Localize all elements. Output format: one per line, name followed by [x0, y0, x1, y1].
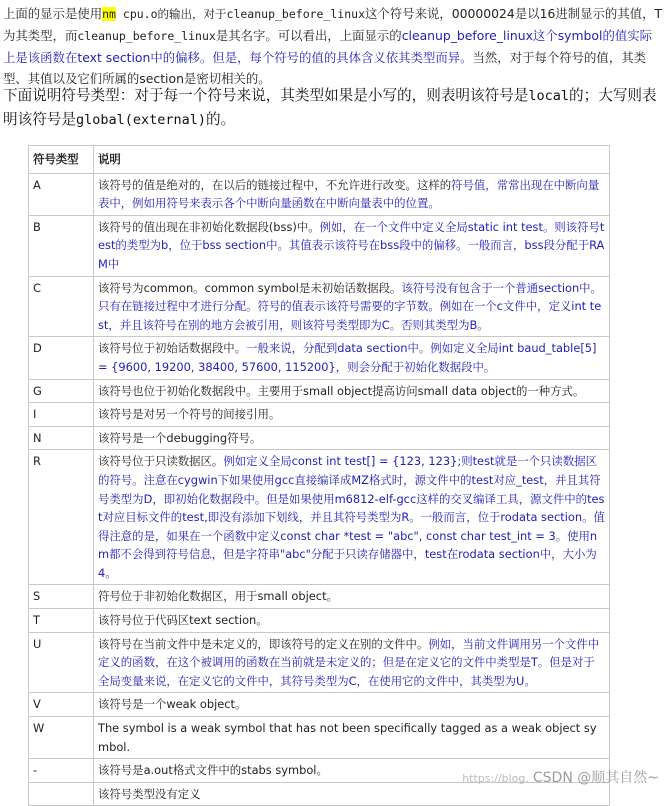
header-description: 说明 — [94, 146, 610, 174]
description-blue-text: 符号值，常常出现在中断向量表中，例如用符号来表示各个中断向量函数在中断向量表中的位置。 — [98, 177, 600, 211]
table-row — [29, 585, 610, 609]
description-text: 该符号是一个debugging符号。 — [98, 430, 262, 445]
description-blue-text: 该符号没有包含于一个普通section中。只有在链接过程中才进行分配。符号的值表示该符号需要的字节数。例如在一个c文件中，定义int test，并且该符号在别的地方会被引用，则该符号类型即为C。否则其类型为B。 — [98, 280, 602, 332]
table-row — [29, 693, 610, 717]
description-blue-text: 一般来说，分配到data section中。例如定义全局int baud_table[5] = {9600, 19200, 38400, 57600, 115200}，则会分配于初始化数据段中。 — [98, 341, 597, 374]
table-row — [29, 379, 610, 403]
table-row — [29, 337, 610, 379]
description-text: 该符号是对另一个符号的间接引用。 — [98, 407, 281, 422]
description-text: 该符号位于代码区text section。 — [98, 613, 268, 628]
intro-text: 当然，对于每个符号的值，其类型、其值以及它们所属的section是密切相关的。 — [3, 50, 646, 86]
table-row — [29, 450, 610, 585]
symbol-name: cleanup_before_linux — [226, 7, 366, 21]
intro-blue-text: cleanup_before_linux这个symbol的值实际上是该函数在text section中的偏移。但是，每个符号的值的具体含义依其类型而异。 — [3, 28, 653, 65]
description-cell — [94, 403, 610, 427]
symbol-type-cell: G — [29, 379, 94, 403]
description-cell — [94, 276, 610, 337]
header-symbol-type: 符号类型 — [29, 146, 94, 174]
description-text: 该符号类型没有定义 — [98, 786, 201, 801]
intro-text: 上面的显示是使用 — [3, 6, 103, 21]
description-text: 该符号在当前文件中是未定义的，即该符号的定义在别的文件中。 — [98, 636, 429, 651]
table-row — [29, 609, 610, 633]
csdn-watermark: https://blog. CSDN @顺其自然~ — [462, 770, 659, 786]
table-row — [29, 276, 610, 337]
symbol-type-cell: W — [29, 717, 94, 759]
symbol-type-cell: C — [29, 276, 94, 337]
description-cell — [94, 215, 610, 276]
description-text: 该符号是一个weak object。 — [98, 697, 247, 712]
description-cell — [94, 632, 610, 693]
intro-text: cpu.o的输出，对于 — [115, 7, 227, 21]
description-text: 该符号的值出现在非初始化数据段(bss)中。 — [98, 219, 320, 234]
description-blue-text: 例如定义全局const int test[] = {123, 123};则test就是一个只读数据区的符号。注意在cygwin下如果使用gcc直接编译成MZ格式时，源文件中的test对应_test，并且其符号类型为D，即初始化数据段中。但是如果使用m6812-elf-gcc这样的交叉编译工具，源文件中的test对应目标文件的test,即没有添加下划线，并且其符号类型为R。一般而言，位于rodata section。值得注意的是，如果在一个函数中定义const char *test = "abc", const char test_int = 3。使用nm都不会得到符号信息，但是字符串"abc"分配于只读存储器中，test在rodata section中，大小为4。 — [98, 454, 605, 580]
local-keyword: local — [528, 88, 570, 104]
symbol-type-table — [28, 145, 610, 806]
description-cell — [94, 337, 610, 379]
symbol-type-cell: V — [29, 693, 94, 717]
description-cell — [94, 609, 610, 633]
description-cell — [94, 426, 610, 450]
description-text: 该符号位于初始话数据段中。 — [98, 341, 247, 356]
symbol-type-cell: N — [29, 426, 94, 450]
symbol-type-cell: A — [29, 173, 94, 215]
description-text: The symbol is a weak symbol that has not been specifically tagged as a weak object symbol. — [98, 721, 597, 754]
symbol-type-cell: T — [29, 609, 94, 633]
symbol-type-cell: S — [29, 585, 94, 609]
description-text: 该符号是a.out格式文件中的stabs symbol。 — [98, 763, 328, 778]
table-row — [29, 215, 610, 276]
symbol-type-cell: B — [29, 215, 94, 276]
description-cell — [94, 585, 610, 609]
symbol-type-lead: 下面说明符号类型：对于每一个符号来说，其类型如果是小写的，则表明该符号是local的；大写则表明该符号是global(external)的。 — [3, 87, 657, 128]
intro-paragraph — [3, 3, 663, 89]
intro-text: 这个符号来说，00000024是以16进制显示的其值，T为其类型，而 — [3, 6, 663, 43]
description-text: 该符号位于只读数据区。 — [98, 454, 224, 469]
table-row — [29, 717, 610, 759]
description-cell — [94, 173, 610, 215]
description-cell — [94, 379, 610, 403]
description-cell — [94, 693, 610, 717]
symbol-type-cell: I — [29, 403, 94, 427]
symbol-type-cell: R — [29, 450, 94, 585]
table-row — [29, 426, 610, 450]
symbol-type-cell — [29, 782, 94, 806]
description-text: 该符号为common。common symbol是未初始话数据段。 — [98, 280, 402, 295]
symbol-name: cleanup_before_linux — [77, 29, 216, 43]
table-row — [29, 632, 610, 693]
nm-highlight: nm — [102, 7, 116, 21]
description-text: 该符号的值是绝对的，在以后的链接过程中，不允许进行改变。这样的 — [98, 177, 452, 192]
global-keyword: global(external) — [75, 112, 207, 128]
description-blue-text: 例如，在一个文件中定义全局static int test。则该符号test的类型为b，位于bss section中。其值表示该符号在bss段中的偏移。一般而言，bss段分配于RAM中 — [98, 219, 605, 271]
description-text: 符号位于非初始化数据区，用于small object。 — [98, 589, 338, 604]
intro-text: 是其名字。可以看出，上面显示的 — [215, 28, 402, 43]
description-blue-text: 例如，当前文件调用另一个文件中定义的函数，在这个被调用的函数在当前就是未定义的；但是在定义它的文件中类型是T。但是对于全局变量来说，在定义它的文件中，其符号类型为C，在使用它的文件中，其类型为U。 — [98, 636, 600, 688]
table-header-row — [29, 146, 610, 174]
description-cell — [94, 717, 610, 759]
description-text: 该符号也位于初始化数据段中。主要用于small object提高访问small data object的一种方式。 — [98, 383, 585, 398]
table-row — [29, 403, 610, 427]
symbol-type-cell: - — [29, 759, 94, 783]
symbol-type-cell: D — [29, 337, 94, 379]
description-cell — [94, 450, 610, 585]
table-row — [29, 173, 610, 215]
symbol-type-cell: U — [29, 632, 94, 693]
